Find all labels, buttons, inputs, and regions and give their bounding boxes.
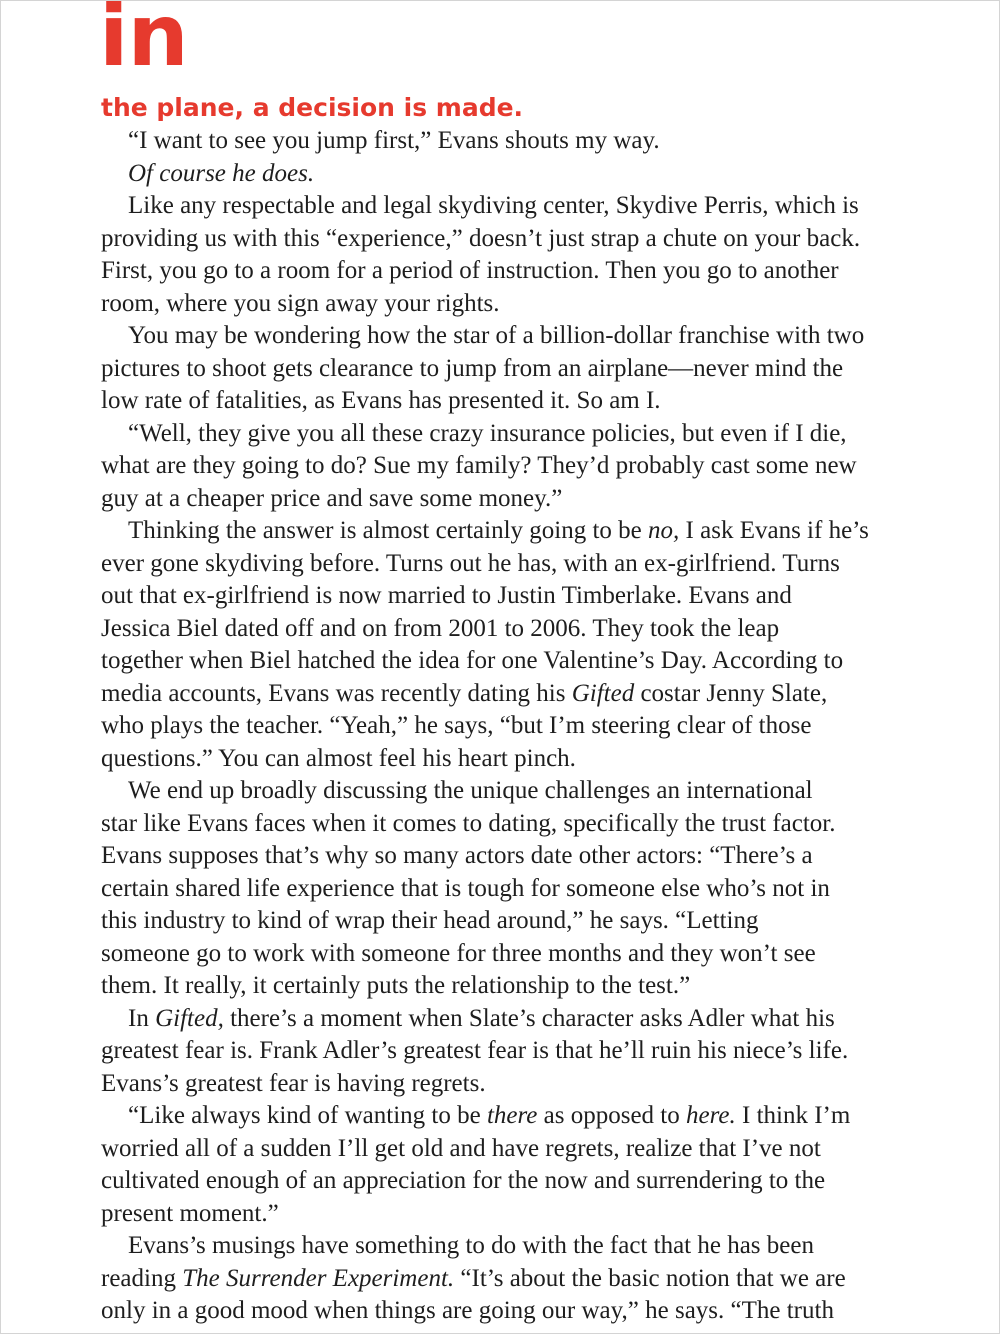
- text-line: cultivated enough of an appreciation for the now and surrendering to the: [101, 1167, 826, 1194]
- text-run: “Like always kind of wanting to be: [128, 1102, 487, 1129]
- text-line: low rate of fatalities, as Evans has presented it. So am I.: [101, 387, 661, 414]
- text-run: I ask Evans if he’s: [679, 517, 869, 544]
- paragraph-2: [101, 158, 901, 191]
- text-run: reading: [101, 1264, 183, 1292]
- text-run: I think I’m: [735, 1102, 851, 1129]
- text-line: “Well, they give you all these crazy insurance policies, but even if I die,: [128, 419, 847, 447]
- text-line: You may be wondering how the star of a billion-dollar franchise with two: [128, 322, 865, 349]
- text-line: Evans’s greatest fear is having regrets.: [101, 1069, 486, 1097]
- text-line: room, where you sign away your rights.: [101, 289, 500, 317]
- text-line: worried all of a sudden I’ll get old and have regrets, realize that I’ve not: [101, 1134, 821, 1162]
- text-line: together when Biel hatched the idea for one Valentine’s Day. According to: [101, 647, 844, 674]
- text-line: ever gone skydiving before. Turns out he has, with an ex-girlfriend. Turns: [101, 549, 840, 577]
- text-line: only in a good mood when things are going our way,” he says. “The truth: [101, 1297, 834, 1324]
- text-run: there’s a moment when Slate’s character asks Adler what his: [223, 1004, 835, 1032]
- text-line: questions.” You can almost feel his heart pinch.: [101, 744, 576, 772]
- text-run: costar Jenny Slate,: [634, 679, 828, 707]
- text-line: pictures to shoot gets clearance to jump from an airplane—never mind the: [101, 354, 844, 382]
- drop-word: in: [99, 0, 188, 86]
- italic-text: Gifted,: [155, 1004, 224, 1032]
- italic-text: here.: [686, 1102, 736, 1129]
- paragraph-7: [101, 775, 901, 1003]
- italic-text: Gifted: [571, 679, 635, 707]
- text-line: [128, 1102, 850, 1129]
- paragraph-4: [101, 320, 901, 418]
- text-line: star like Evans faces when it comes to dating, specifically the trust factor.: [101, 809, 836, 837]
- paragraph-5: [101, 418, 901, 516]
- paragraph-9: [101, 1100, 901, 1230]
- paragraph-6: [101, 515, 901, 775]
- text-line: providing us with this “experience,” doesn’t just strap a chute on your back.: [101, 224, 861, 252]
- paragraph-8: [101, 1003, 901, 1101]
- text-line: guy at a cheaper price and save some money.”: [101, 484, 563, 512]
- text-line: Evans supposes that’s why so many actors date other actors: “There’s a: [101, 842, 813, 869]
- text-line: “I want to see you jump first,” Evans shouts my way.: [128, 127, 660, 154]
- text-line: what are they going to do? Sue my family? They’d probably cast some new: [101, 452, 857, 479]
- text-run: “It’s about the basic notion that we are: [454, 1264, 846, 1292]
- text-line: Jessica Biel dated off and on from 2001 to 2006. They took the leap: [101, 614, 780, 642]
- text-run: as opposed to: [537, 1102, 686, 1129]
- text-line: First, you go to a room for a period of instruction. Then you go to another: [101, 257, 839, 284]
- text-line: [101, 678, 901, 711]
- paragraph-1: [101, 125, 901, 158]
- italic-text: Of course he does.: [128, 159, 315, 187]
- text-run: In: [128, 1004, 156, 1032]
- text-line: Like any respectable and legal skydiving center, Skydive Perris, which is: [128, 192, 859, 219]
- text-line: [128, 1005, 835, 1032]
- text-line: [128, 517, 869, 544]
- text-line: who plays the teacher. “Yeah,” he says, “but I’m steering clear of those: [101, 712, 812, 739]
- text-run: Thinking the answer is almost certainly going to be: [128, 517, 649, 544]
- text-line: Evans’s musings have something to do with the fact that he has been: [128, 1232, 814, 1259]
- text-line: them. It really, it certainly puts the relationship to the test.”: [101, 972, 691, 999]
- text-line: [101, 1263, 901, 1296]
- paragraph-10: [101, 1230, 901, 1328]
- text-run: media accounts, Evans was recently dating his: [101, 679, 572, 707]
- text-line: present moment.”: [101, 1199, 279, 1227]
- italic-text: The Surrender Experiment.: [182, 1264, 455, 1292]
- lead-line: the plane, a decision is made.: [101, 93, 524, 122]
- text-line: We end up broadly discussing the unique challenges an international: [128, 777, 813, 804]
- text-line: someone go to work with someone for three months and they won’t see: [101, 939, 816, 967]
- text-line: greatest fear is. Frank Adler’s greatest fear is that he’ll ruin his niece’s life.: [101, 1037, 849, 1064]
- text-line: certain shared life experience that is tough for someone else who’s not in: [101, 874, 830, 902]
- italic-text: there: [486, 1102, 538, 1129]
- text-line: this industry to kind of wrap their head around,” he says. “Letting: [101, 907, 759, 934]
- paragraph-3: [101, 190, 901, 320]
- article-body: [101, 125, 901, 1328]
- italic-text: no,: [648, 517, 680, 544]
- text-line: out that ex-girlfriend is now married to Justin Timberlake. Evans and: [101, 582, 792, 609]
